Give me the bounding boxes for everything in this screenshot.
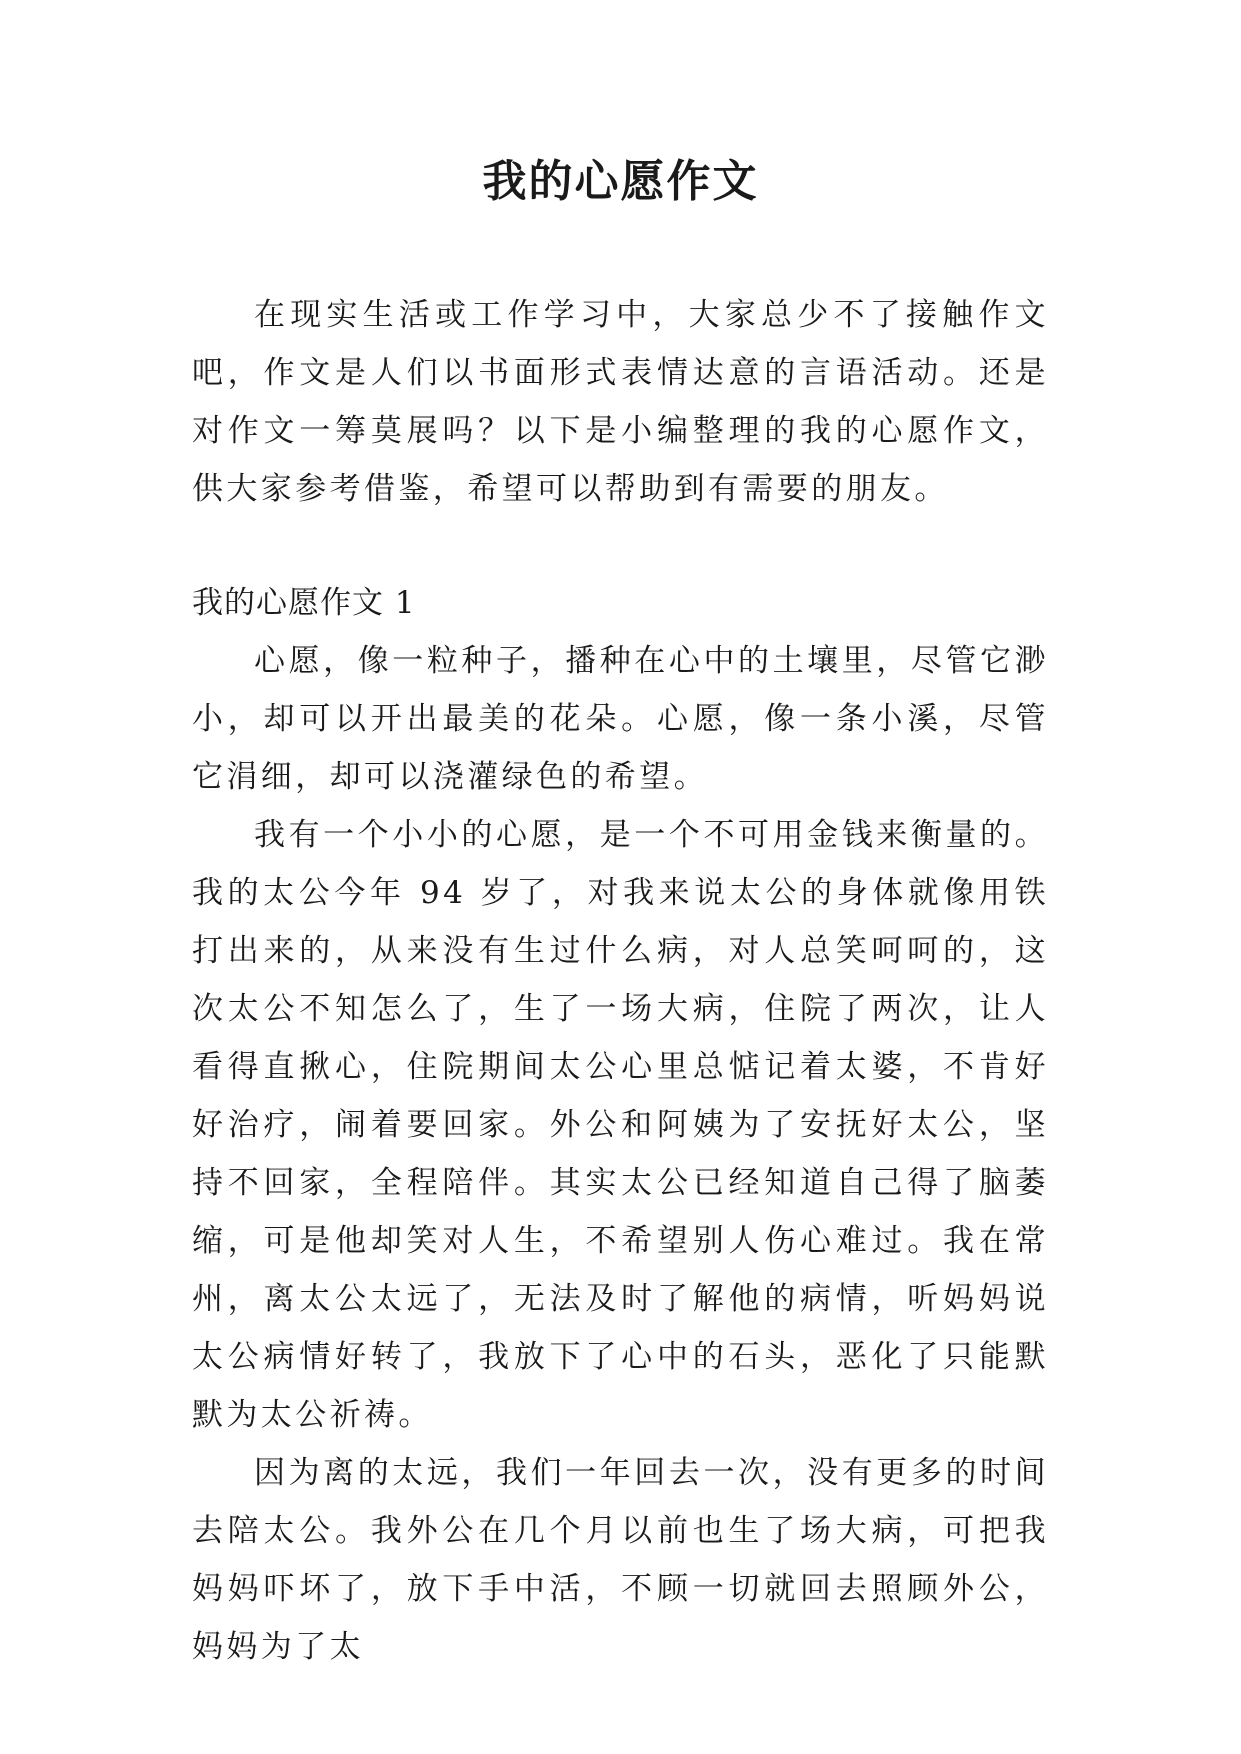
body-paragraph: 因为离的太远，我们一年回去一次，没有更多的时间去陪太公。我外公在几个月以前也生了场大病，可把我妈妈吓坏了，放下手中活，不顾一切就回去照顾外公，妈妈为了太	[192, 1455, 1049, 1665]
section-spacer	[192, 518, 1049, 574]
section-heading: 我的心愿作文 1	[192, 585, 416, 621]
intro-paragraph: 在现实生活或工作学习中，大家总少不了接触作文吧，作文是人们以书面形式表情达意的言语活动。还是对作文一筹莫展吗？以下是小编整理的我的心愿作文，供大家参考借鉴，希望可以帮助到有需要的朋友。	[192, 297, 1049, 507]
document-title: 我的心愿作文	[482, 156, 759, 207]
body-paragraph: 我有一个小小的心愿，是一个不可用金钱来衡量的。我的太公今年 94 岁了，对我来说太公的身体就像用铁打出来的，从来没有生过什么病，对人总笑呵呵的，这次太公不知怎么了，生了一场大病，住院了两次，让人看得直揪心，住院期间太公心里总惦记着太婆，不肯好好治疗，闹着要回家。外公和阿姨为了安抚好太公，坚持不回家，全程陪伴。其实太公已经知道自己得了脑萎缩，可是他却笑对人生，不希望别人伤心难过。我在常州，离太公太远了，无法及时了解他的病情，听妈妈说太公病情好转了，我放下了心中的石头，恶化了只能默默为太公祈祷。	[192, 817, 1049, 1433]
document-body	[192, 286, 1049, 1676]
body-paragraph: 心愿，像一粒种子，播种在心中的土壤里，尽管它渺小，却可以开出最美的花朵。心愿，像一条小溪，尽管它涓细，却可以浇灌绿色的希望。	[192, 643, 1049, 795]
